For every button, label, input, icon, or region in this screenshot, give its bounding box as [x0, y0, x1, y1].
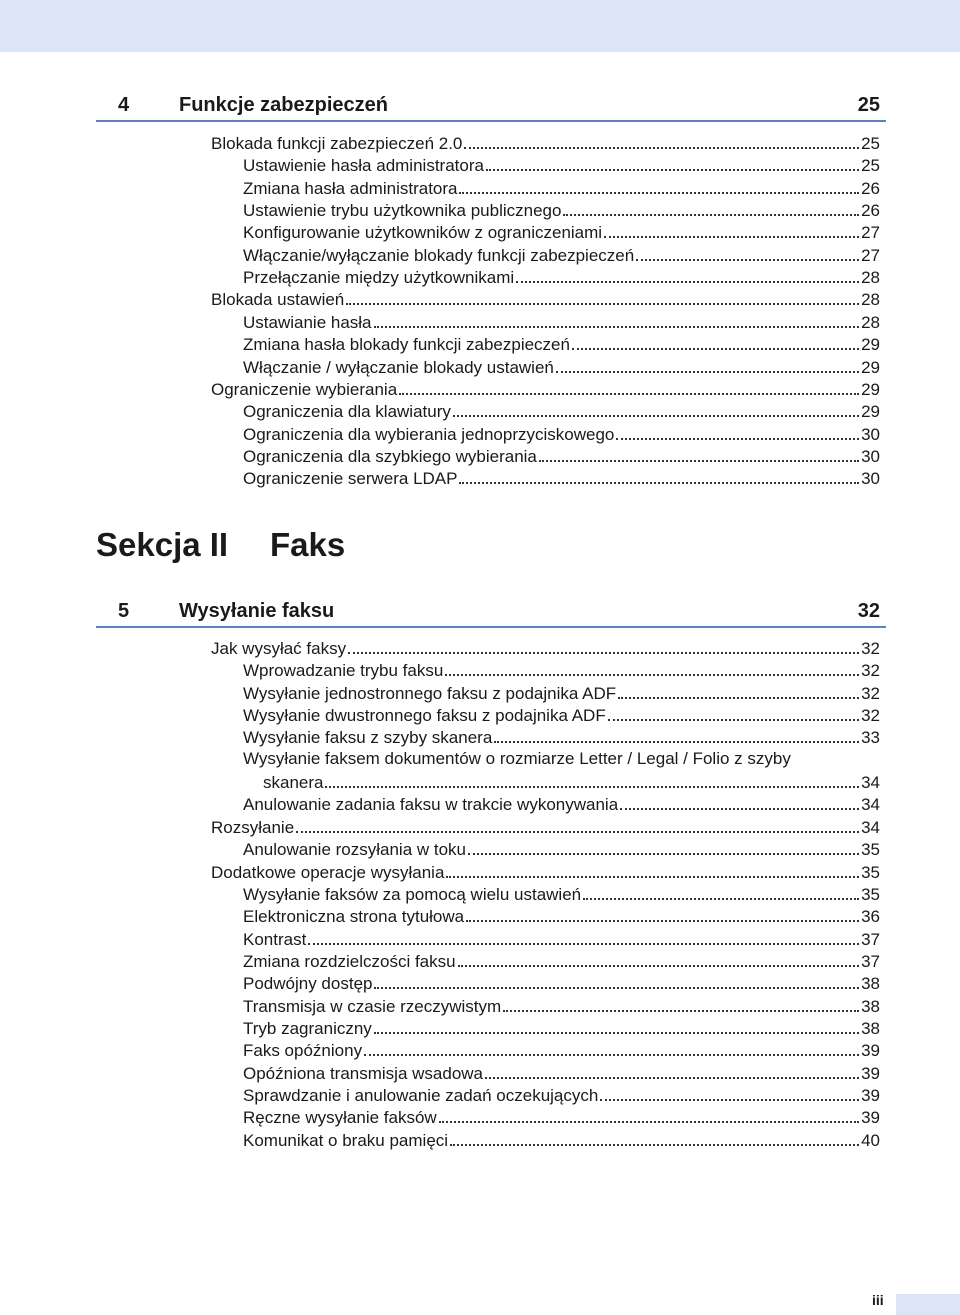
- toc-entry[interactable]: [243, 726, 880, 748]
- toc-entry-page: 29: [861, 357, 880, 377]
- toc-entry[interactable]: [243, 972, 880, 994]
- toc-entry[interactable]: [243, 1062, 880, 1084]
- toc-entry[interactable]: [211, 861, 880, 883]
- toc-entry[interactable]: [211, 132, 880, 154]
- toc-entry-page: 30: [861, 446, 880, 466]
- toc-entry-page: 30: [861, 469, 880, 489]
- dot-leader: [374, 326, 860, 328]
- toc-entry[interactable]: [243, 1129, 880, 1151]
- dot-leader: [464, 147, 859, 149]
- toc-entry-page: 39: [861, 1108, 880, 1128]
- toc-entry[interactable]: [243, 682, 880, 704]
- dot-leader: [608, 719, 859, 721]
- chapter-title: Funkcje zabezpieczeń: [179, 94, 388, 116]
- toc-entry-page: 39: [861, 1086, 880, 1105]
- toc-entry-page: 28: [861, 268, 880, 288]
- section-name: Faks: [270, 526, 346, 563]
- dot-leader: [636, 259, 859, 261]
- toc-entry-title: Anulowanie zadania faksu w trakcie wykonywania: [243, 795, 619, 815]
- toc-entry-page: 34: [861, 773, 880, 793]
- toc-entry-title: Podwójny dostęp: [243, 974, 373, 994]
- toc-entry[interactable]: [243, 333, 880, 355]
- toc-entry[interactable]: [243, 883, 880, 905]
- dot-leader: [450, 1144, 859, 1146]
- toc-entry[interactable]: [243, 423, 880, 445]
- toc-entry-title: Zmiana hasła administratora: [243, 178, 458, 198]
- toc-entry[interactable]: [243, 467, 880, 489]
- toc-entry-title: Ręczne wysyłanie faksów: [243, 1108, 437, 1128]
- toc-entry[interactable]: [243, 995, 880, 1017]
- toc-entry-page: 33: [861, 728, 880, 748]
- toc-entry[interactable]: [243, 1084, 880, 1106]
- toc-entry-title: Jak wysyłać faksy: [211, 639, 347, 658]
- toc-entry-title: Ustawianie hasła: [243, 312, 372, 332]
- toc-entry[interactable]: [211, 816, 880, 838]
- toc-entry-title: Ograniczenie serwera LDAP: [243, 469, 458, 489]
- toc-entry[interactable]: [243, 950, 880, 972]
- toc-entry-title: Zmiana rozdzielczości faksu: [243, 951, 456, 971]
- dot-leader: [458, 965, 860, 967]
- dot-leader: [572, 348, 859, 350]
- toc-entry-page: 38: [861, 1018, 880, 1038]
- chapter-page: 32: [857, 600, 880, 622]
- dot-leader: [325, 786, 859, 788]
- toc-entry-page: 35: [861, 862, 880, 882]
- toc-entry[interactable]: [243, 1106, 880, 1128]
- toc-entry-title: Blokada ustawień: [211, 290, 345, 310]
- toc-entry-title: Konfigurowanie użytkowników z ograniczeniami: [243, 223, 603, 243]
- toc-entry-page: 29: [861, 335, 880, 355]
- dot-leader: [296, 831, 859, 833]
- toc-entry-page: 32: [861, 706, 880, 726]
- dot-leader: [556, 371, 859, 373]
- dot-leader: [445, 674, 859, 676]
- toc-entry-page: 28: [861, 290, 880, 310]
- toc-entry-page: 40: [861, 1130, 880, 1150]
- toc-entry-title: Transmisja w czasie rzeczywistym: [243, 996, 502, 1016]
- header-band: [0, 0, 960, 52]
- toc-entry-page: 39: [861, 1041, 880, 1061]
- toc-entry-title: Wysyłanie dwustronnego faksu z podajnika ADF: [243, 706, 606, 726]
- toc-entry-title: Włączanie / wyłączanie blokady ustawień: [243, 357, 554, 377]
- toc-entry-title: Faks opóźniony: [243, 1041, 363, 1061]
- dot-leader: [364, 1054, 859, 1056]
- chapter-title: Wysyłanie faksu: [179, 600, 335, 622]
- toc-entry-page: 27: [861, 245, 880, 265]
- toc-entry-page: 32: [861, 683, 880, 703]
- toc-entry-title: Zmiana hasła blokady funkcji zabezpieczeń: [243, 335, 570, 355]
- dot-leader: [516, 281, 859, 283]
- toc-entry-title: Dodatkowe operacje wysyłania: [211, 862, 445, 882]
- dot-leader: [620, 808, 859, 810]
- dot-leader: [459, 192, 859, 194]
- toc-entry[interactable]: [243, 659, 880, 681]
- toc-entry[interactable]: [243, 445, 880, 467]
- chapter-4-heading[interactable]: [96, 90, 886, 122]
- toc-entry[interactable]: [243, 1017, 880, 1039]
- dot-leader: [374, 1032, 859, 1034]
- dot-leader: [399, 393, 859, 395]
- dot-leader: [485, 1077, 859, 1079]
- dot-leader: [583, 898, 859, 900]
- toc-entry[interactable]: [243, 356, 880, 378]
- toc-entry-page: 37: [861, 929, 880, 949]
- toc-entry-page: 39: [861, 1063, 880, 1083]
- toc-entry-page: 35: [861, 884, 880, 904]
- dot-leader: [604, 236, 859, 238]
- toc-entry[interactable]: [243, 177, 880, 199]
- toc-entry[interactable]: [211, 378, 880, 400]
- toc-entry-title: Wprowadzanie trybu faksu: [243, 661, 444, 681]
- toc-entry-title: Elektroniczna strona tytułowa: [243, 907, 465, 927]
- footer-band: [896, 1294, 960, 1315]
- toc-entry[interactable]: [243, 400, 880, 422]
- dot-leader: [503, 1010, 859, 1012]
- toc-entry-title: Anulowanie rozsyłania w toku: [243, 840, 467, 860]
- section-label: Sekcja II: [96, 526, 229, 563]
- toc-entry[interactable]: [243, 928, 880, 950]
- toc-entry-title: Włączanie/wyłączanie blokady funkcji zabezpieczeń: [243, 245, 635, 265]
- dot-leader: [494, 741, 859, 743]
- dot-leader: [486, 169, 859, 171]
- toc-entry-page: 26: [861, 178, 880, 198]
- toc-entry-title: Opóźniona transmisja wsadowa: [243, 1063, 484, 1083]
- toc-entry-page: 37: [861, 951, 880, 971]
- toc-entry-page: 32: [861, 639, 880, 658]
- toc-entry-title: Blokada funkcji zabezpieczeń 2.0: [211, 134, 463, 153]
- toc-entry-title: Wysyłanie jednostronnego faksu z podajnika ADF: [243, 683, 617, 703]
- toc-entry[interactable]: [243, 221, 880, 243]
- toc-entry-page: 34: [861, 817, 880, 837]
- toc-entry-title: Rozsyłanie: [211, 817, 295, 837]
- dot-leader: [453, 415, 859, 417]
- toc-entry[interactable]: [243, 199, 880, 221]
- toc-entry-page: 32: [861, 661, 880, 681]
- toc-entry-page: 25: [861, 134, 880, 153]
- toc-entry-page: 38: [861, 996, 880, 1016]
- toc-entry-page: 25: [861, 156, 880, 176]
- chapter-number: 5: [118, 600, 130, 622]
- chapter-page: 25: [857, 94, 880, 116]
- dot-leader: [374, 987, 859, 989]
- toc-entry[interactable]: [211, 637, 880, 659]
- toc-entry[interactable]: [243, 838, 880, 860]
- toc-entry-wrapped[interactable]: Wysyłanie faksem dokumentów o rozmiarze Letter / Legal / Folio z szyby: [243, 748, 791, 768]
- toc-entry-title: Przełączanie między użytkownikami: [243, 268, 515, 288]
- toc-entry[interactable]: [243, 266, 880, 288]
- toc-entry-title: Ustawienie hasła administratora: [243, 156, 484, 176]
- dot-leader: [348, 652, 859, 654]
- toc-entry-title: Ustawienie trybu użytkownika publicznego: [243, 201, 562, 221]
- toc-entry-title: Sprawdzanie i anulowanie zadań oczekujących: [243, 1086, 599, 1105]
- toc-entry-title: Wysyłanie faksów za pomocą wielu ustawień: [243, 884, 582, 904]
- toc-entry-page: 26: [861, 201, 880, 221]
- toc-entry-title: Ograniczenia dla szybkiego wybierania: [243, 446, 537, 466]
- toc-entry-title: Ograniczenia dla wybierania jednoprzyciskowego: [243, 424, 615, 444]
- dot-leader: [563, 214, 859, 216]
- toc-entry-page: 34: [861, 795, 880, 815]
- toc-entry-title: Komunikat o braku pamięci: [243, 1130, 449, 1150]
- dot-leader: [600, 1099, 859, 1101]
- toc-entry-title: Ograniczenie wybierania: [211, 379, 398, 399]
- dot-leader: [439, 1121, 859, 1123]
- toc-entry-title: Ograniczenia dla klawiatury: [243, 402, 451, 422]
- toc-entry-page: 28: [861, 312, 880, 332]
- dot-leader: [459, 482, 859, 484]
- toc-entry[interactable]: [243, 311, 880, 333]
- dot-leader: [539, 460, 859, 462]
- toc-entry-page: 29: [861, 379, 880, 399]
- chapter-5-heading[interactable]: [96, 596, 886, 628]
- toc-entry[interactable]: [243, 1039, 880, 1061]
- dot-leader: [308, 943, 859, 945]
- toc-entry-page: 27: [861, 223, 880, 243]
- toc-entry[interactable]: [263, 771, 880, 793]
- toc-entry[interactable]: [243, 905, 880, 927]
- dot-leader: [446, 876, 859, 878]
- dot-leader: [466, 920, 859, 922]
- toc-entry[interactable]: [243, 793, 880, 815]
- toc-entry-title: skanera: [263, 773, 324, 793]
- toc-entry-page: 38: [861, 974, 880, 994]
- dot-leader: [616, 438, 859, 440]
- toc-entry-title: Kontrast: [243, 929, 307, 949]
- dot-leader: [468, 853, 859, 855]
- toc-entry[interactable]: [211, 288, 880, 310]
- chapter-number: 4: [118, 94, 130, 116]
- toc-entry-page: 35: [861, 840, 880, 860]
- footer-page-number: iii: [872, 1292, 884, 1308]
- toc-entry[interactable]: [243, 704, 880, 726]
- toc-entry-page: 36: [861, 907, 880, 927]
- toc-entry-page: 29: [861, 402, 880, 422]
- toc-entry[interactable]: [243, 154, 880, 176]
- dot-leader: [618, 697, 859, 699]
- dot-leader: [346, 303, 859, 305]
- toc-entry[interactable]: [243, 244, 880, 266]
- toc-entry-page: 30: [861, 424, 880, 444]
- toc-entry-title: Wysyłanie faksu z szyby skanera: [243, 728, 493, 748]
- toc-entry-title: Tryb zagraniczny: [243, 1018, 372, 1038]
